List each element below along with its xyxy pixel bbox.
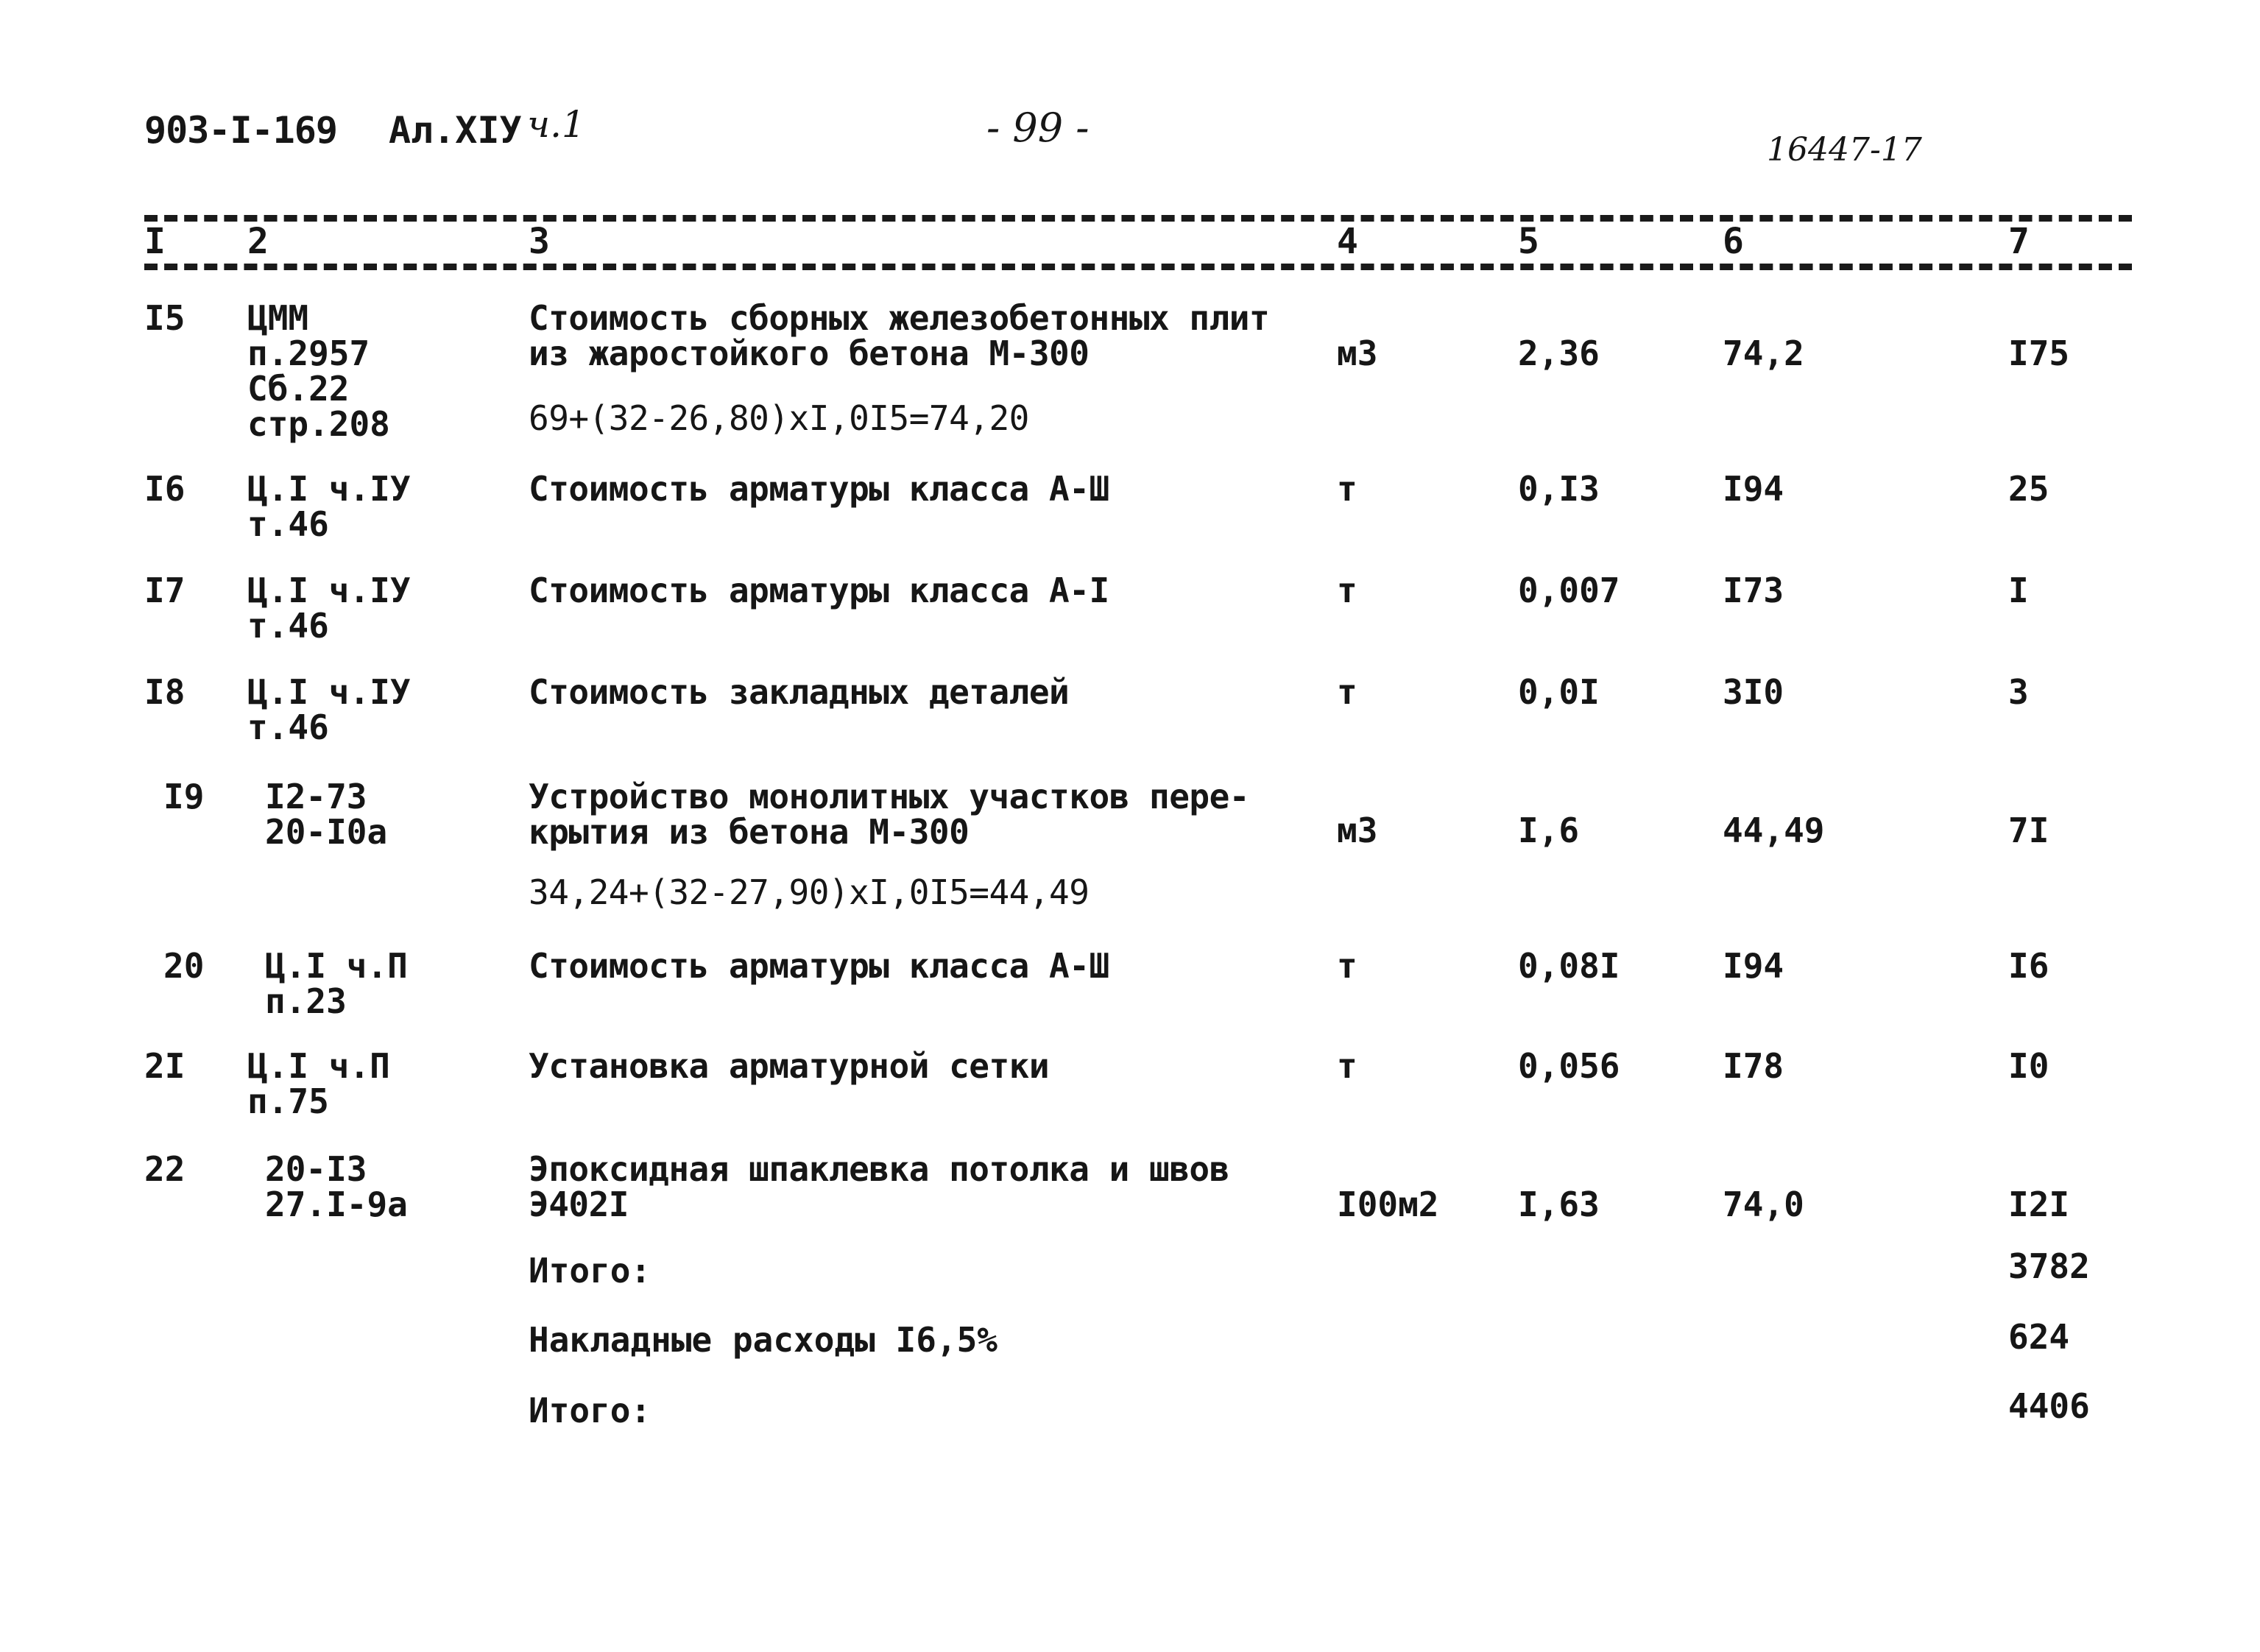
column-header-6: 6 (1723, 221, 1744, 262)
work-description (529, 1151, 1229, 1222)
unit-price: I73 (1723, 571, 1784, 610)
work-description (529, 300, 1269, 371)
reference-line: Ц.I ч.IУ (247, 672, 411, 712)
total-value: 4406 (2008, 1386, 2090, 1426)
total-cost: I2I (2008, 1185, 2070, 1224)
row-number: 2I (144, 1046, 186, 1086)
total-cost: I6 (2008, 946, 2049, 986)
subtotal-label: Итого: (529, 1251, 651, 1291)
row-number: 20 (163, 946, 205, 986)
overhead-value: 624 (2008, 1317, 2070, 1357)
description-line: Э402I (529, 1185, 629, 1224)
price-formula: 69+(32-26,80)хI,0I5=74,20 (529, 398, 1029, 438)
work-description (529, 948, 1109, 984)
description-line: крытия из бетона М-300 (529, 812, 970, 852)
description-line: из жаростойкого бетона М-300 (529, 333, 1090, 373)
description-line: Эпоксидная шпаклевка потолка и швов (529, 1149, 1229, 1189)
reference-line: 27.I-9а (265, 1185, 408, 1224)
row-number: I5 (144, 298, 186, 338)
norm-reference (247, 471, 411, 542)
norm-reference (247, 1048, 390, 1119)
unit-price: 74,2 (1723, 333, 1804, 373)
unit-of-measure: т (1337, 571, 1357, 610)
unit-of-measure: м3 (1337, 811, 1378, 850)
unit-of-measure: т (1337, 946, 1357, 986)
column-header-7: 7 (2008, 221, 2030, 262)
total-cost: 7I (2008, 811, 2049, 850)
row-number: I7 (144, 571, 186, 610)
quantity: 0,08I (1518, 946, 1620, 986)
work-description (529, 779, 1249, 850)
unit-of-measure: т (1337, 469, 1357, 509)
price-formula: 34,24+(32-27,90)хI,0I5=44,49 (529, 872, 1090, 912)
quantity: 2,36 (1518, 333, 1600, 373)
reference-line: Ц.I ч.П (265, 946, 408, 986)
quantity: 0,I3 (1518, 469, 1600, 509)
reference-line: т.46 (247, 504, 329, 544)
reference-line: Ц.I ч.IУ (247, 571, 411, 610)
quantity: 0,0I (1518, 672, 1600, 712)
norm-reference (247, 300, 390, 442)
reference-line: п.75 (247, 1081, 329, 1121)
norm-reference (265, 948, 408, 1019)
column-header-4: 4 (1337, 221, 1358, 262)
unit-of-measure: т (1337, 672, 1357, 712)
header-dashed-rule (144, 264, 2132, 270)
description-line: Стоимость арматуры класса А-Ш (529, 946, 1109, 986)
quantity: 0,056 (1518, 1046, 1620, 1086)
quantity: I,6 (1518, 811, 1580, 850)
unit-price: 44,49 (1723, 811, 1825, 850)
total-cost: I0 (2008, 1046, 2049, 1086)
description-line: Устройство монолитных участков пере- (529, 777, 1249, 816)
unit-of-measure: I00м2 (1337, 1185, 1439, 1224)
total-cost: 25 (2008, 469, 2049, 509)
album-number: Ал.XIУ (389, 109, 522, 152)
reference-line: Сб.22 (247, 369, 350, 409)
subtotal-value: 3782 (2008, 1246, 2090, 1286)
description-line: Стоимость арматуры класса А-Ш (529, 469, 1109, 509)
description-line: Стоимость сборных железобетонных плит (529, 298, 1270, 338)
column-header-1: I (144, 221, 166, 262)
total-label: Итого: (529, 1391, 651, 1430)
row-number: I6 (144, 469, 186, 509)
quantity: I,63 (1518, 1185, 1600, 1224)
reference-line: т.46 (247, 606, 329, 646)
unit-price: 3I0 (1723, 672, 1784, 712)
description-line: Установка арматурной сетки (529, 1046, 1050, 1086)
description-line: Стоимость арматуры класса А-I (529, 571, 1109, 610)
row-number: 22 (144, 1149, 186, 1189)
work-description (529, 1048, 1049, 1084)
work-description (529, 573, 1109, 608)
column-header-3: 3 (529, 221, 550, 262)
total-cost: I (2008, 571, 2029, 610)
unit-price: I94 (1723, 469, 1784, 509)
norm-reference (265, 1151, 408, 1222)
reference-line: т.46 (247, 707, 329, 747)
reference-line: стр.208 (247, 404, 390, 444)
work-description (529, 469, 1109, 509)
work-description (529, 674, 1069, 710)
unit-of-measure: т (1337, 1046, 1357, 1086)
reference-line: п.23 (265, 981, 347, 1021)
reference-line: Ц.I ч.П (247, 1046, 390, 1086)
quantity: 0,007 (1518, 571, 1620, 610)
norm-reference (265, 779, 387, 850)
unit-of-measure: м3 (1337, 333, 1378, 373)
column-header-2: 2 (247, 221, 269, 262)
reference-line: I2-73 (265, 777, 367, 816)
overhead-label: Накладные расходы I6,5% (529, 1320, 997, 1360)
total-cost: 3 (2008, 672, 2029, 712)
reference-line: 20-I0а (265, 812, 388, 852)
unit-price: I78 (1723, 1046, 1784, 1086)
unit-price: I94 (1723, 946, 1784, 986)
inventory-number: 16447-17 (1767, 131, 1922, 169)
page-number: - 99 - (986, 105, 1090, 151)
top-dashed-rule (144, 215, 2132, 222)
description-line: Стоимость закладных деталей (529, 672, 1070, 712)
row-number: I8 (144, 672, 186, 712)
norm-reference (247, 674, 411, 745)
unit-price: 74,0 (1723, 1185, 1804, 1224)
reference-line: ЦММ (247, 298, 309, 338)
column-header-5: 5 (1518, 221, 1539, 262)
row-number: I9 (163, 777, 205, 816)
reference-line: 20-I3 (265, 1149, 367, 1189)
norm-reference (247, 571, 411, 646)
total-cost: I75 (2008, 333, 2070, 373)
reference-line: п.2957 (247, 333, 370, 373)
document-code: 903-I-169 (144, 109, 337, 152)
part-number: ч.1 (527, 103, 585, 146)
reference-line: Ц.I ч.IУ (247, 469, 411, 509)
